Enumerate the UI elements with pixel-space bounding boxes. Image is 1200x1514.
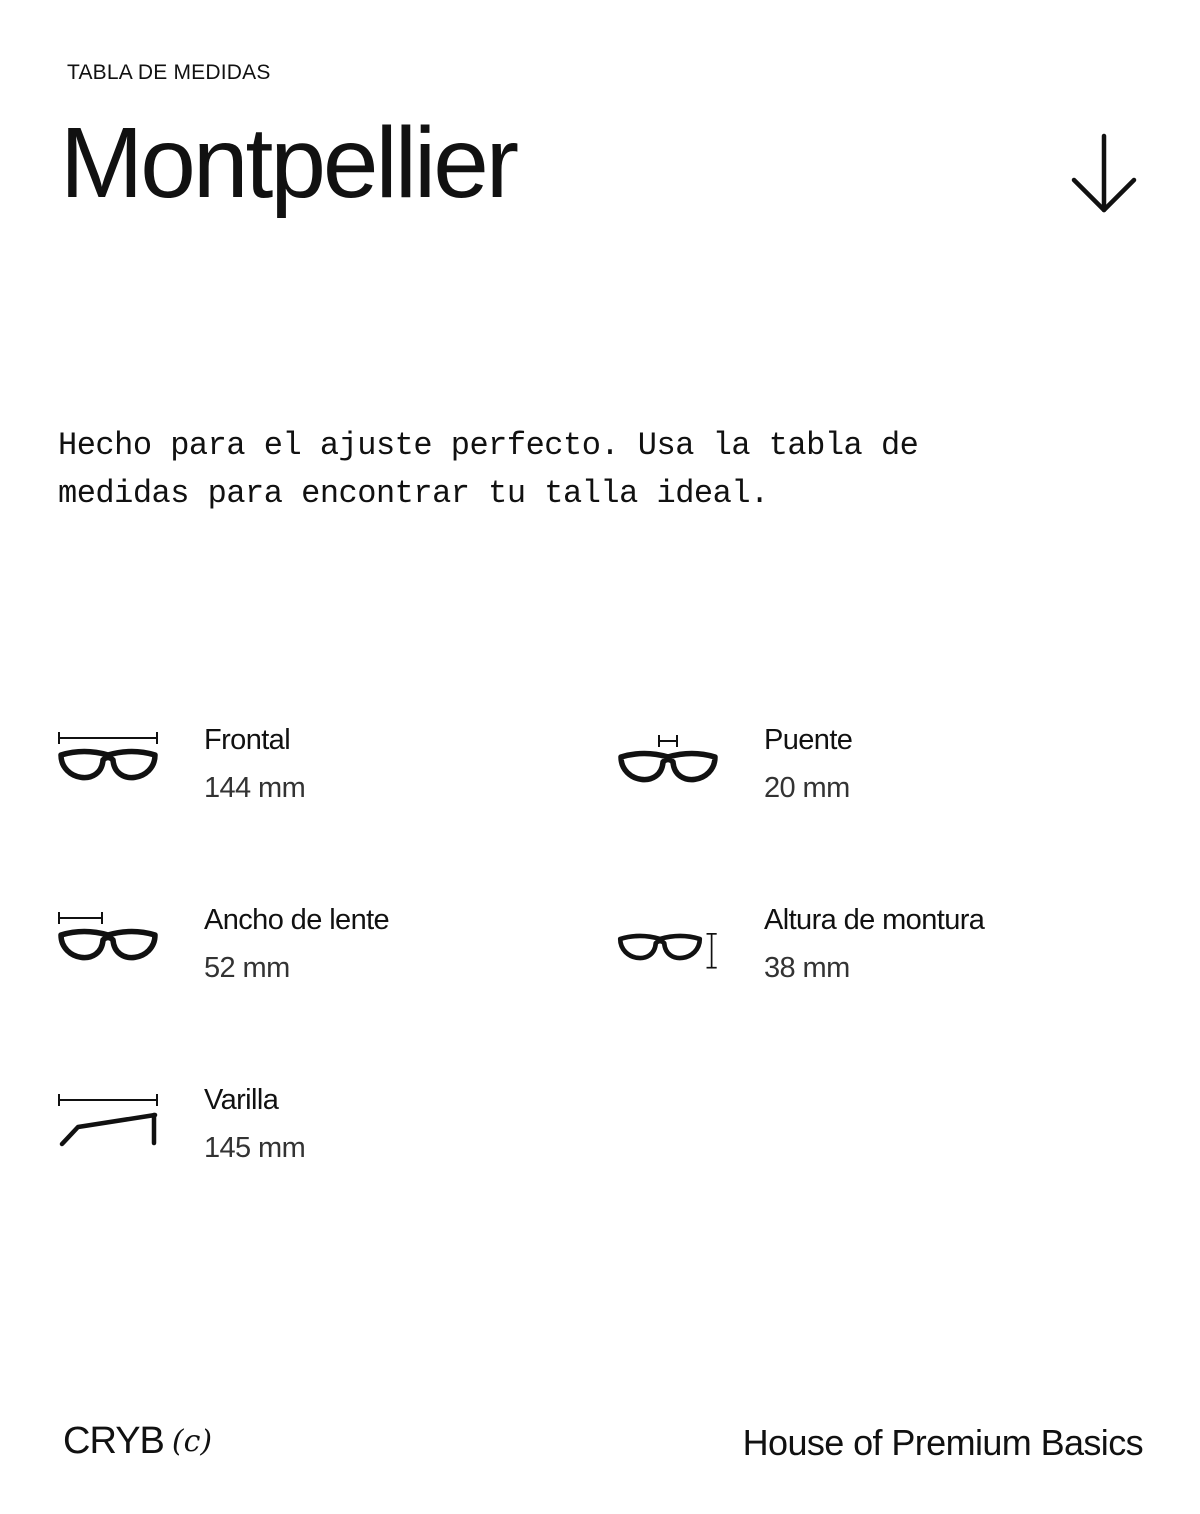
measure-label: Frontal [204, 724, 291, 756]
measure-label: Puente [764, 724, 853, 756]
arrow-down-icon[interactable] [1068, 132, 1140, 216]
page-title: Montpellier [60, 107, 517, 219]
intro-text: Hecho para el ajuste perfecto. Usa la tabla de medidas para encontrar tu talla ideal. [58, 427, 919, 512]
frame-height-icon [616, 904, 726, 984]
measure-value: 52 mm [204, 952, 290, 984]
measure-value: 144 mm [204, 772, 306, 804]
frontal-width-icon [56, 724, 166, 804]
measure-value: 38 mm [764, 952, 850, 984]
bridge-width-icon [616, 724, 726, 804]
brand-name: CRYB [63, 1420, 164, 1462]
measure-puente [616, 724, 1136, 834]
measure-value: 145 mm [204, 1132, 306, 1164]
measure-altura-de-montura [616, 904, 1136, 1014]
measure-label: Ancho de lente [204, 904, 390, 936]
measure-value: 20 mm [764, 772, 850, 804]
brand-tagline: House of Premium Basics [742, 1422, 1143, 1463]
measure-frontal [56, 724, 576, 834]
brand-mark: (c) [171, 1424, 213, 1459]
measure-ancho-de-lente [56, 904, 576, 1014]
measure-label: Altura de montura [764, 904, 985, 936]
eyebrow-label: TABLA DE MEDIDAS [67, 61, 271, 84]
temple-length-icon [56, 1084, 166, 1164]
measure-varilla [56, 1084, 576, 1194]
brand-logo[interactable] [63, 1420, 212, 1463]
measure-label: Varilla [204, 1084, 279, 1116]
lens-width-icon [56, 904, 166, 984]
